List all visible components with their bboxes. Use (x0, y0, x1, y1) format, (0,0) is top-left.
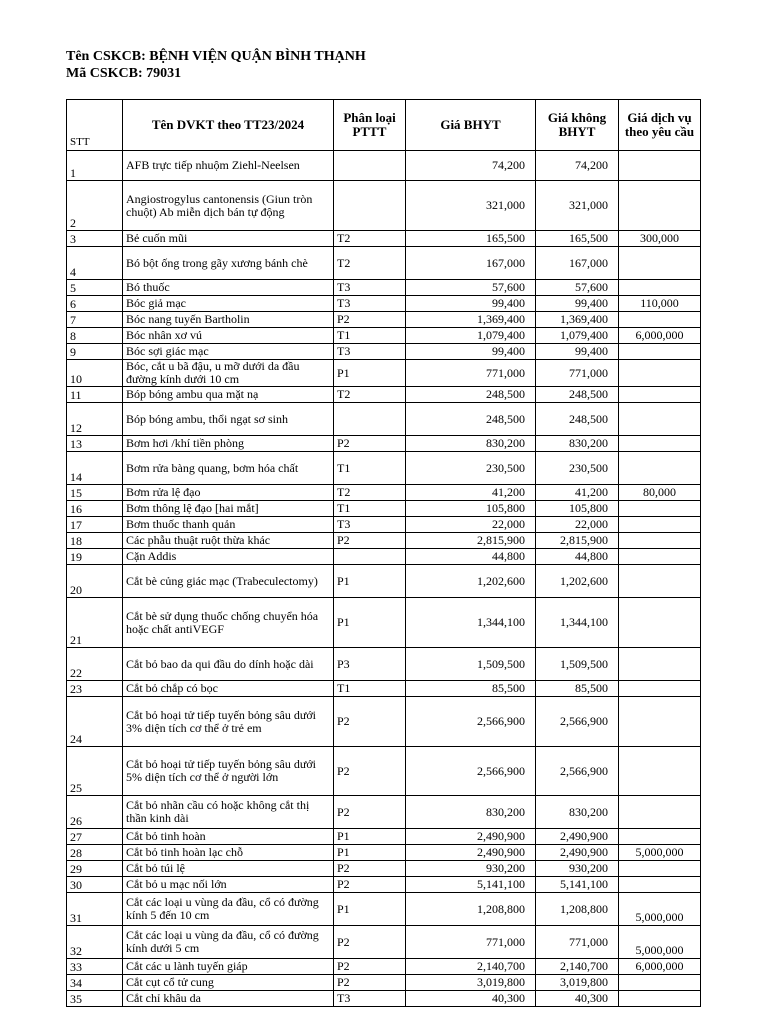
cell-non-bhyt-price: 2,815,900 (536, 533, 619, 549)
cell-stt: 20 (67, 565, 123, 598)
cell-name: Cắt bỏ tinh hoàn (123, 829, 334, 845)
cell-stt: 7 (67, 312, 123, 328)
cell-non-bhyt-price: 5,141,100 (536, 877, 619, 893)
cell-classification: P1 (334, 845, 406, 861)
col-header-service-price: Giá dịch vụ theo yêu cầu (619, 100, 701, 151)
cell-name: Bó thuốc (123, 280, 334, 296)
table-row (67, 360, 701, 387)
cell-bhyt-price: 3,019,800 (406, 975, 536, 991)
cell-non-bhyt-price: 74,200 (536, 151, 619, 181)
cell-name: Bơm hơi /khí tiền phòng (123, 436, 334, 452)
cell-service-price (619, 181, 701, 231)
cell-name: Bóc, cắt u bã đậu, u mỡ dưới da đầu đường kính dưới 10 cm (123, 360, 334, 387)
cell-stt: 11 (67, 387, 123, 403)
cell-classification: T1 (334, 501, 406, 517)
cell-name: Cắt chỉ khâu da (123, 991, 334, 1007)
cell-non-bhyt-price: 830,200 (536, 436, 619, 452)
cell-stt: 18 (67, 533, 123, 549)
cell-service-price (619, 829, 701, 845)
cell-bhyt-price: 2,566,900 (406, 697, 536, 747)
cell-non-bhyt-price: 22,000 (536, 517, 619, 533)
cell-classification: P1 (334, 829, 406, 845)
col-header-classification: Phân loại PTTT (334, 100, 406, 151)
cell-name: Bơm rửa bàng quang, bơm hóa chất (123, 452, 334, 485)
cell-service-price (619, 681, 701, 697)
cell-classification: P2 (334, 436, 406, 452)
cell-stt: 31 (67, 893, 123, 926)
cell-service-price (619, 452, 701, 485)
cell-bhyt-price: 1,079,400 (406, 328, 536, 344)
cell-non-bhyt-price: 57,600 (536, 280, 619, 296)
cell-stt: 21 (67, 598, 123, 648)
cell-name: Cắt bỏ hoại tử tiếp tuyến bỏng sâu dưới 5% diện tích cơ thể ở người lớn (123, 747, 334, 796)
cell-name: Bóc nhân xơ vú (123, 328, 334, 344)
cell-service-price (619, 403, 701, 436)
cell-stt: 28 (67, 845, 123, 861)
cell-service-price (619, 151, 701, 181)
table-row (67, 681, 701, 697)
col-header-non-bhyt-price: Giá không BHYT (536, 100, 619, 151)
cell-name: Các phẫu thuật ruột thừa khác (123, 533, 334, 549)
cell-bhyt-price: 74,200 (406, 151, 536, 181)
cell-service-price (619, 280, 701, 296)
cell-service-price (619, 877, 701, 893)
cell-bhyt-price: 930,200 (406, 861, 536, 877)
cell-stt: 17 (67, 517, 123, 533)
cell-non-bhyt-price: 2,566,900 (536, 697, 619, 747)
cell-name: Cắt bỏ u mạc nối lớn (123, 877, 334, 893)
cell-service-price: 6,000,000 (619, 959, 701, 975)
cell-non-bhyt-price: 248,500 (536, 403, 619, 436)
table-row (67, 181, 701, 231)
cell-non-bhyt-price: 85,500 (536, 681, 619, 697)
table-row (67, 403, 701, 436)
table-row (67, 893, 701, 926)
cell-service-price (619, 975, 701, 991)
cell-name: Bóc sợi giác mạc (123, 344, 334, 360)
cell-bhyt-price: 44,800 (406, 549, 536, 565)
table-row (67, 312, 701, 328)
cell-non-bhyt-price: 165,500 (536, 231, 619, 247)
cell-bhyt-price: 230,500 (406, 452, 536, 485)
cell-bhyt-price: 771,000 (406, 926, 536, 959)
table-row (67, 151, 701, 181)
cell-classification: T3 (334, 344, 406, 360)
cell-name: Cắt bè củng giác mạc (Trabeculectomy) (123, 565, 334, 598)
cell-name: Cắt các u lành tuyến giáp (123, 959, 334, 975)
table-row (67, 549, 701, 565)
cell-non-bhyt-price: 1,202,600 (536, 565, 619, 598)
cell-classification: P2 (334, 747, 406, 796)
cell-stt: 22 (67, 648, 123, 681)
cell-classification (334, 549, 406, 565)
cell-stt: 1 (67, 151, 123, 181)
cell-classification: T2 (334, 247, 406, 280)
cell-bhyt-price: 321,000 (406, 181, 536, 231)
cell-classification: T1 (334, 328, 406, 344)
cell-bhyt-price: 830,200 (406, 436, 536, 452)
cell-non-bhyt-price: 248,500 (536, 387, 619, 403)
cell-classification: P2 (334, 877, 406, 893)
cell-non-bhyt-price: 771,000 (536, 360, 619, 387)
cell-service-price (619, 598, 701, 648)
cell-bhyt-price: 40,300 (406, 991, 536, 1007)
cell-classification: T3 (334, 517, 406, 533)
cell-non-bhyt-price: 230,500 (536, 452, 619, 485)
cell-stt: 15 (67, 485, 123, 501)
facility-code: Mã CSKCB: 79031 (66, 66, 182, 81)
table-row (67, 845, 701, 861)
cell-stt: 13 (67, 436, 123, 452)
col-header-stt: STT (67, 100, 123, 151)
cell-non-bhyt-price: 1,079,400 (536, 328, 619, 344)
cell-stt: 33 (67, 959, 123, 975)
cell-stt: 27 (67, 829, 123, 845)
cell-non-bhyt-price: 830,200 (536, 796, 619, 829)
table-row (67, 796, 701, 829)
table-body (67, 151, 701, 1007)
cell-non-bhyt-price: 99,400 (536, 344, 619, 360)
cell-name: Cắt các loại u vùng da đầu, cổ có đường kính 5 đến 10 cm (123, 893, 334, 926)
cell-bhyt-price: 1,344,100 (406, 598, 536, 648)
table-row (67, 829, 701, 845)
cell-service-price (619, 344, 701, 360)
table-row (67, 517, 701, 533)
cell-classification: P1 (334, 360, 406, 387)
cell-stt: 34 (67, 975, 123, 991)
cell-non-bhyt-price: 41,200 (536, 485, 619, 501)
cell-non-bhyt-price: 2,490,900 (536, 845, 619, 861)
cell-bhyt-price: 248,500 (406, 403, 536, 436)
cell-classification (334, 403, 406, 436)
cell-stt: 4 (67, 247, 123, 280)
cell-classification: P3 (334, 648, 406, 681)
cell-bhyt-price: 2,815,900 (406, 533, 536, 549)
table-row (67, 501, 701, 517)
cell-classification: P2 (334, 975, 406, 991)
cell-non-bhyt-price: 1,344,100 (536, 598, 619, 648)
cell-name: Bóc giả mạc (123, 296, 334, 312)
cell-service-price (619, 312, 701, 328)
table-row (67, 747, 701, 796)
cell-bhyt-price: 771,000 (406, 360, 536, 387)
cell-service-price (619, 387, 701, 403)
cell-name: Bơm thuốc thanh quản (123, 517, 334, 533)
col-header-name: Tên DVKT theo TT23/2024 (123, 100, 334, 151)
col-header-bhyt-price: Giá BHYT (406, 100, 536, 151)
cell-non-bhyt-price: 1,509,500 (536, 648, 619, 681)
cell-non-bhyt-price: 167,000 (536, 247, 619, 280)
cell-service-price (619, 565, 701, 598)
table-row (67, 959, 701, 975)
table-row (67, 991, 701, 1007)
cell-stt: 3 (67, 231, 123, 247)
table-header-row (67, 100, 701, 151)
cell-stt: 26 (67, 796, 123, 829)
cell-bhyt-price: 22,000 (406, 517, 536, 533)
cell-stt: 29 (67, 861, 123, 877)
cell-classification: P2 (334, 312, 406, 328)
cell-stt: 5 (67, 280, 123, 296)
cell-bhyt-price: 41,200 (406, 485, 536, 501)
cell-bhyt-price: 167,000 (406, 247, 536, 280)
cell-bhyt-price: 99,400 (406, 344, 536, 360)
cell-service-price (619, 360, 701, 387)
cell-name: Cắt các loại u vùng da đầu, cổ có đường kính dưới 5 cm (123, 926, 334, 959)
cell-classification: P1 (334, 598, 406, 648)
cell-classification: P2 (334, 796, 406, 829)
table-row (67, 280, 701, 296)
cell-stt: 35 (67, 991, 123, 1007)
cell-service-price (619, 648, 701, 681)
cell-service-price (619, 436, 701, 452)
cell-service-price: 80,000 (619, 485, 701, 501)
table-row (67, 344, 701, 360)
cell-classification: T1 (334, 452, 406, 485)
cell-bhyt-price: 165,500 (406, 231, 536, 247)
cell-service-price: 6,000,000 (619, 328, 701, 344)
cell-non-bhyt-price: 321,000 (536, 181, 619, 231)
cell-stt: 23 (67, 681, 123, 697)
cell-non-bhyt-price: 99,400 (536, 296, 619, 312)
cell-classification: T3 (334, 280, 406, 296)
cell-name: Cắt bỏ nhãn cầu có hoặc không cắt thị thần kinh dài (123, 796, 334, 829)
cell-service-price: 5,000,000 (619, 893, 701, 926)
cell-classification (334, 181, 406, 231)
cell-name: Bơm rửa lệ đạo (123, 485, 334, 501)
table-row (67, 452, 701, 485)
cell-service-price: 5,000,000 (619, 926, 701, 959)
cell-stt: 32 (67, 926, 123, 959)
table-row (67, 387, 701, 403)
cell-service-price: 110,000 (619, 296, 701, 312)
table-row (67, 565, 701, 598)
table-row (67, 247, 701, 280)
cell-classification: P1 (334, 565, 406, 598)
cell-bhyt-price: 830,200 (406, 796, 536, 829)
cell-name: Bó bột ống trong gãy xương bánh chè (123, 247, 334, 280)
table-row (67, 328, 701, 344)
cell-stt: 8 (67, 328, 123, 344)
cell-classification: P2 (334, 533, 406, 549)
cell-non-bhyt-price: 1,369,400 (536, 312, 619, 328)
table-row (67, 648, 701, 681)
facility-name: Tên CSKCB: BỆNH VIỆN QUẬN BÌNH THẠNH (66, 49, 366, 64)
cell-classification: P2 (334, 861, 406, 877)
cell-stt: 25 (67, 747, 123, 796)
cell-bhyt-price: 5,141,100 (406, 877, 536, 893)
cell-non-bhyt-price: 40,300 (536, 991, 619, 1007)
cell-name: Bơm thông lệ đạo [hai mắt] (123, 501, 334, 517)
table-row (67, 697, 701, 747)
cell-name: Cặn Addis (123, 549, 334, 565)
cell-name: Cắt bỏ túi lệ (123, 861, 334, 877)
cell-stt: 6 (67, 296, 123, 312)
cell-classification: T2 (334, 387, 406, 403)
cell-name: Bóp bóng ambu, thổi ngạt sơ sinh (123, 403, 334, 436)
cell-service-price (619, 533, 701, 549)
cell-non-bhyt-price: 3,019,800 (536, 975, 619, 991)
cell-service-price (619, 796, 701, 829)
cell-classification: T2 (334, 231, 406, 247)
cell-service-price: 300,000 (619, 231, 701, 247)
table-row (67, 231, 701, 247)
cell-name: Cắt bè sử dụng thuốc chống chuyển hóa hoặc chất antiVEGF (123, 598, 334, 648)
cell-classification: P2 (334, 926, 406, 959)
cell-classification: T1 (334, 681, 406, 697)
cell-classification: T3 (334, 296, 406, 312)
table-row (67, 598, 701, 648)
cell-stt: 30 (67, 877, 123, 893)
cell-service-price (619, 247, 701, 280)
cell-name: Bẻ cuốn mũi (123, 231, 334, 247)
cell-non-bhyt-price: 2,566,900 (536, 747, 619, 796)
cell-service-price (619, 549, 701, 565)
table-row (67, 926, 701, 959)
cell-name: Cắt bỏ hoại tử tiếp tuyến bỏng sâu dưới 3% diện tích cơ thể ở trẻ em (123, 697, 334, 747)
cell-name: Cắt bỏ chắp có bọc (123, 681, 334, 697)
cell-bhyt-price: 105,800 (406, 501, 536, 517)
cell-stt: 14 (67, 452, 123, 485)
cell-classification: P2 (334, 697, 406, 747)
cell-name: Angiostrogylus cantonensis (Giun tròn chuột) Ab miễn dịch bán tự động (123, 181, 334, 231)
cell-non-bhyt-price: 2,490,900 (536, 829, 619, 845)
cell-bhyt-price: 1,509,500 (406, 648, 536, 681)
cell-non-bhyt-price: 44,800 (536, 549, 619, 565)
table-row (67, 533, 701, 549)
cell-service-price (619, 501, 701, 517)
cell-stt: 19 (67, 549, 123, 565)
cell-stt: 10 (67, 360, 123, 387)
cell-non-bhyt-price: 2,140,700 (536, 959, 619, 975)
cell-name: Cắt bỏ tinh hoàn lạc chỗ (123, 845, 334, 861)
table-row (67, 861, 701, 877)
price-table (66, 99, 701, 1007)
cell-service-price (619, 517, 701, 533)
cell-bhyt-price: 2,566,900 (406, 747, 536, 796)
cell-non-bhyt-price: 930,200 (536, 861, 619, 877)
cell-name: Cắt bỏ bao da qui đầu do dính hoặc dài (123, 648, 334, 681)
cell-stt: 12 (67, 403, 123, 436)
cell-stt: 9 (67, 344, 123, 360)
cell-bhyt-price: 2,140,700 (406, 959, 536, 975)
cell-bhyt-price: 2,490,900 (406, 829, 536, 845)
table-row (67, 436, 701, 452)
cell-bhyt-price: 1,369,400 (406, 312, 536, 328)
cell-non-bhyt-price: 1,208,800 (536, 893, 619, 926)
cell-bhyt-price: 57,600 (406, 280, 536, 296)
cell-bhyt-price: 85,500 (406, 681, 536, 697)
table-row (67, 975, 701, 991)
cell-classification: P2 (334, 959, 406, 975)
cell-stt: 16 (67, 501, 123, 517)
cell-bhyt-price: 99,400 (406, 296, 536, 312)
table-row (67, 296, 701, 312)
cell-classification: P1 (334, 893, 406, 926)
table-row (67, 485, 701, 501)
cell-service-price (619, 861, 701, 877)
cell-bhyt-price: 1,208,800 (406, 893, 536, 926)
cell-name: Cắt cụt cổ tử cung (123, 975, 334, 991)
cell-service-price (619, 991, 701, 1007)
cell-name: Bóc nang tuyến Bartholin (123, 312, 334, 328)
cell-stt: 2 (67, 181, 123, 231)
cell-service-price (619, 697, 701, 747)
cell-name: AFB trực tiếp nhuộm Ziehl-Neelsen (123, 151, 334, 181)
cell-bhyt-price: 1,202,600 (406, 565, 536, 598)
cell-classification: T3 (334, 991, 406, 1007)
table-row (67, 877, 701, 893)
cell-classification (334, 151, 406, 181)
cell-bhyt-price: 2,490,900 (406, 845, 536, 861)
cell-service-price (619, 747, 701, 796)
cell-non-bhyt-price: 105,800 (536, 501, 619, 517)
cell-classification: T2 (334, 485, 406, 501)
cell-stt: 24 (67, 697, 123, 747)
cell-service-price: 5,000,000 (619, 845, 701, 861)
cell-name: Bóp bóng ambu qua mặt nạ (123, 387, 334, 403)
cell-non-bhyt-price: 771,000 (536, 926, 619, 959)
cell-bhyt-price: 248,500 (406, 387, 536, 403)
